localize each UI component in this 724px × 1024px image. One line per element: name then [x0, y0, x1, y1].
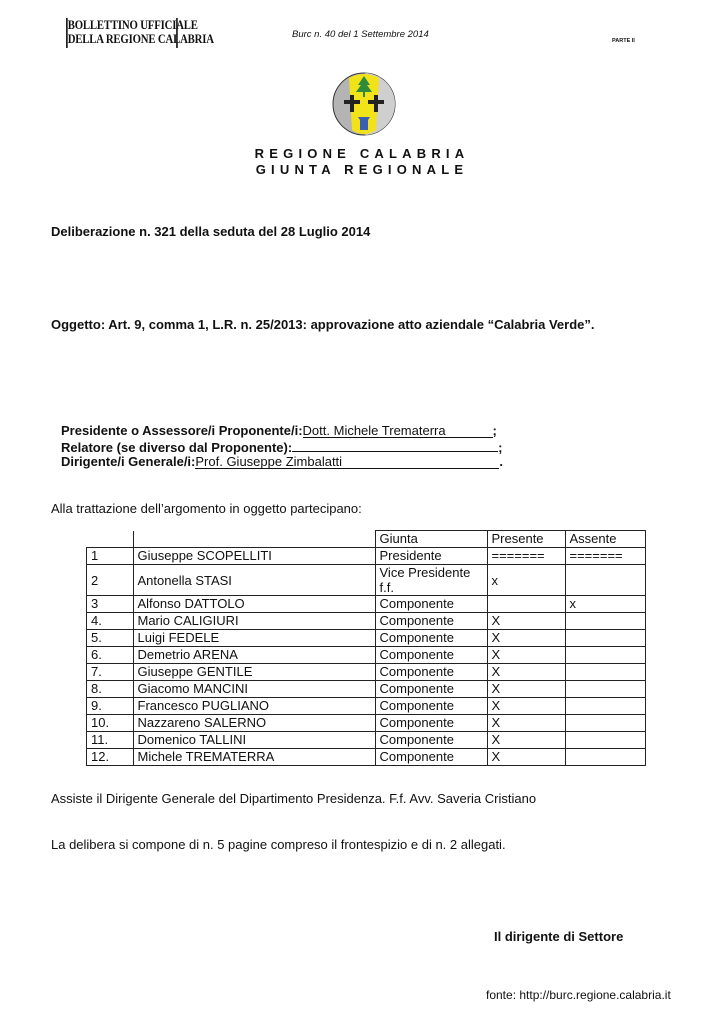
- assente-mark: [565, 647, 645, 664]
- proponente-value: Dott. Michele Trematerra: [303, 424, 493, 438]
- presente-mark: [487, 596, 565, 613]
- relatore-label: Relatore (se diverso dal Proponente):: [61, 440, 293, 455]
- member-name: Antonella STASI: [133, 565, 375, 596]
- proponente-line: [61, 423, 497, 438]
- member-role: Componente: [375, 664, 487, 681]
- presente-mark: X: [487, 715, 565, 732]
- member-role: Componente: [375, 681, 487, 698]
- assente-mark: x: [565, 596, 645, 613]
- assiste-line: Assiste il Dirigente Generale del Dipartimento Presidenza. F.f. Avv. Saveria Cristiano: [51, 791, 537, 806]
- presente-mark: X: [487, 681, 565, 698]
- member-name: Nazzareno SALERNO: [133, 715, 375, 732]
- member-name: Luigi FEDELE: [133, 630, 375, 647]
- assente-mark: [565, 749, 645, 766]
- dirigente-end: .: [499, 454, 503, 469]
- table-row: [87, 596, 646, 613]
- row-number: 1: [87, 548, 134, 565]
- presente-mark: x: [487, 565, 565, 596]
- row-number: 5.: [87, 630, 134, 647]
- masthead-line-2: DELLA REGIONE CALABRIA: [67, 32, 214, 46]
- assente-mark: [565, 681, 645, 698]
- assente-mark: [565, 613, 645, 630]
- proponente-label: Presidente o Assessore/i Proponente/i:: [61, 423, 303, 438]
- member-name: Mario CALIGIURI: [133, 613, 375, 630]
- member-role: Componente: [375, 732, 487, 749]
- row-number: 3: [87, 596, 134, 613]
- member-role: Componente: [375, 613, 487, 630]
- assente-mark: [565, 698, 645, 715]
- table-row: [87, 647, 646, 664]
- title-regione: REGIONE CALABRIA: [254, 146, 470, 161]
- regione-calabria-logo-icon: [332, 70, 396, 140]
- presente-mark: X: [487, 749, 565, 766]
- row-number: 12.: [87, 749, 134, 766]
- presente-mark: X: [487, 630, 565, 647]
- relatore-end: ;: [498, 440, 503, 455]
- table-row: [87, 613, 646, 630]
- giunta-members-table: [86, 530, 646, 766]
- dirigente-value: Prof. Giuseppe Zimbalatti: [195, 455, 499, 469]
- header-assente: Assente: [565, 531, 645, 548]
- member-name: Giuseppe GENTILE: [133, 664, 375, 681]
- table-row: [87, 732, 646, 749]
- member-name: Francesco PUGLIANO: [133, 698, 375, 715]
- member-role: Presidente: [375, 548, 487, 565]
- member-role: Componente: [375, 596, 487, 613]
- fonte-link[interactable]: fonte: http://burc.regione.calabria.it: [486, 988, 671, 1002]
- member-name: Alfonso DATTOLO: [133, 596, 375, 613]
- firma-dirigente: Il dirigente di Settore: [494, 929, 624, 944]
- table-row: [87, 681, 646, 698]
- presente-mark: =======: [487, 548, 565, 565]
- logo-pine-trunk: [363, 92, 365, 97]
- parte-label: PARTE II: [612, 38, 635, 44]
- assente-mark: [565, 630, 645, 647]
- presente-mark: X: [487, 664, 565, 681]
- masthead-line-1: BOLLETTINO UFFICIALE: [67, 18, 198, 32]
- table-header-row: [87, 531, 646, 548]
- presente-mark: X: [487, 613, 565, 630]
- table-row: [87, 565, 646, 596]
- member-role: Componente: [375, 698, 487, 715]
- row-number: 7.: [87, 664, 134, 681]
- dirigente-label: Dirigente/i Generale/i:: [61, 454, 196, 469]
- title-giunta: GIUNTA REGIONALE: [255, 162, 469, 177]
- deliberazione-heading: Deliberazione n. 321 della seduta del 28 Luglio 2014: [51, 224, 371, 239]
- composizione-line: La delibera si compone di n. 5 pagine compreso il frontespizio e di n. 2 allegati.: [51, 837, 506, 852]
- table-row: [87, 715, 646, 732]
- relatore-value: [292, 438, 498, 452]
- table-row: [87, 749, 646, 766]
- row-number: 4.: [87, 613, 134, 630]
- member-role: Componente: [375, 647, 487, 664]
- presente-mark: X: [487, 647, 565, 664]
- member-role: Vice Presidente f.f.: [375, 565, 487, 596]
- row-number: 9.: [87, 698, 134, 715]
- member-name: Giacomo MANCINI: [133, 681, 375, 698]
- partecipanti-intro: Alla trattazione dell’argomento in oggetto partecipano:: [51, 501, 362, 516]
- member-role: Componente: [375, 715, 487, 732]
- row-number: 2: [87, 565, 134, 596]
- header-giunta: Giunta: [375, 531, 487, 548]
- row-number: 6.: [87, 647, 134, 664]
- proponente-end: ;: [492, 423, 497, 438]
- assente-mark: [565, 715, 645, 732]
- bollettino-masthead: [66, 18, 214, 48]
- assente-mark: [565, 664, 645, 681]
- presente-mark: X: [487, 732, 565, 749]
- header-presente: Presente: [487, 531, 565, 548]
- presente-mark: X: [487, 698, 565, 715]
- dirigente-line: [61, 454, 503, 469]
- member-role: Componente: [375, 630, 487, 647]
- member-name: Giuseppe SCOPELLITI: [133, 548, 375, 565]
- member-role: Componente: [375, 749, 487, 766]
- assente-mark: =======: [565, 548, 645, 565]
- oggetto-line: Oggetto: Art. 9, comma 1, L.R. n. 25/2013: approvazione atto aziendale “Calabria Verde”.: [51, 317, 595, 332]
- assente-mark: [565, 732, 645, 749]
- table-row: [87, 548, 646, 565]
- member-name: Domenico TALLINI: [133, 732, 375, 749]
- table-row: [87, 698, 646, 715]
- member-name: Michele TREMATERRA: [133, 749, 375, 766]
- member-name: Demetrio ARENA: [133, 647, 375, 664]
- relatore-line: [61, 438, 503, 455]
- assente-mark: [565, 565, 645, 596]
- table-row: [87, 630, 646, 647]
- row-number: 8.: [87, 681, 134, 698]
- burc-reference: Burc n. 40 del 1 Settembre 2014: [292, 29, 429, 40]
- row-number: 10.: [87, 715, 134, 732]
- table-row: [87, 664, 646, 681]
- row-number: 11.: [87, 732, 134, 749]
